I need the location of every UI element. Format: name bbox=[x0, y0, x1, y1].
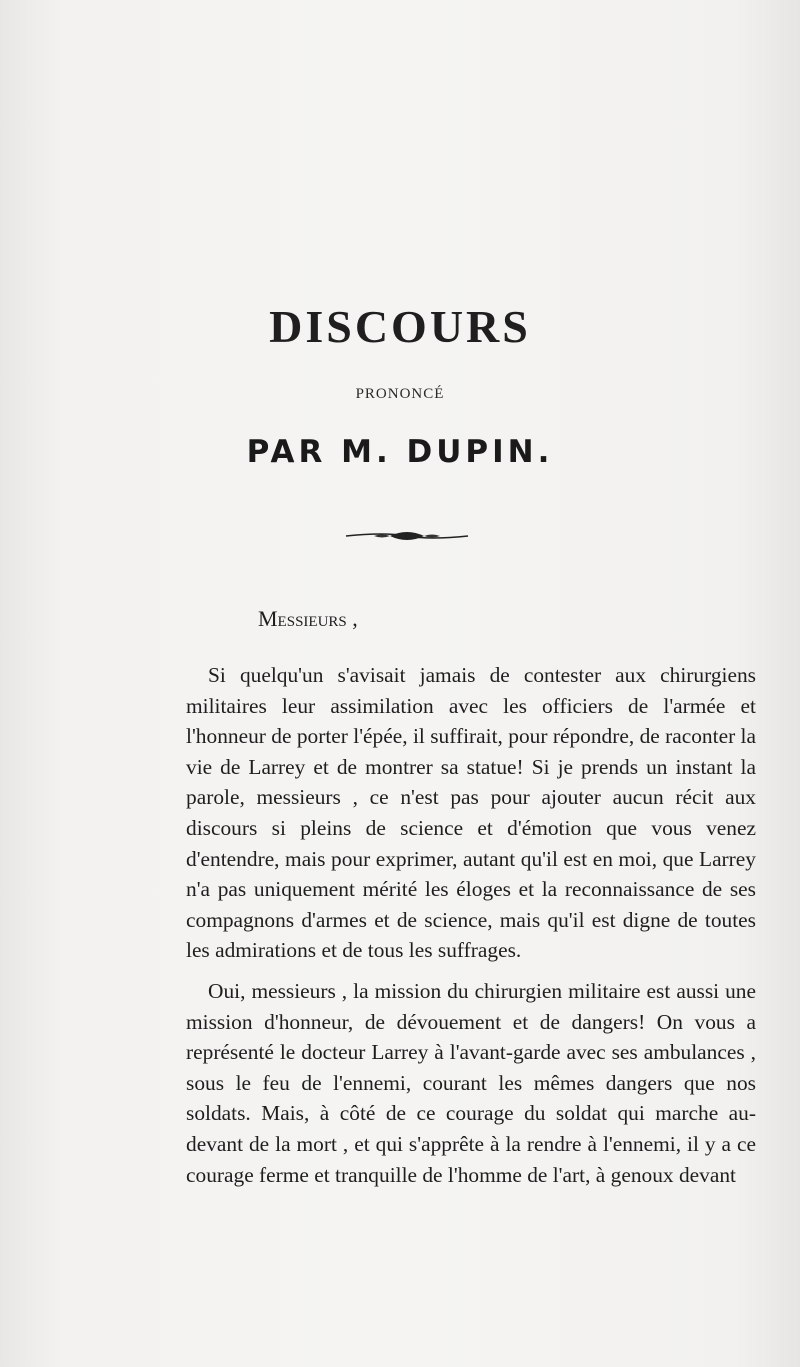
salutation: Messieurs , bbox=[258, 606, 358, 631]
document-subtitle: PRONONCÉ bbox=[355, 386, 445, 402]
paragraph-2: Oui, messieurs , la mission du chirurgien militaire est aussi une mission d'honneur, de dévouement et de dangers! On vous a représenté le docteur Larrey à l'avant-garde avec ses ambulances , sous le feu de l'ennemi, courant les mêmes dangers que nos soldats. Mais, à côté de ce courage du soldat qui marche au-devant de la mort , et qui s'apprête à la rendre à l'ennemi, il y a ce courage ferme et tranquille de l'homme de l'art, à genoux devant bbox=[186, 978, 756, 1187]
document-title: DISCOURS bbox=[269, 301, 531, 352]
ornament-divider bbox=[344, 526, 470, 546]
paragraph-1: Si quelqu'un s'avisait jamais de contester aux chirurgiens militaires leur assimilation avec les officiers de l'armée et l'honneur de porter l'épée, il suffirait, pour répondre, de raconter la vie de Larrey et de montrer sa statue! Si je prends un instant la parole, messieurs , ce n'est pas pour ajouter aucun récit aux discours si pleins de science et d'émotion que vous venez d'entendre, mais pour exprimer, autant qu'il est en moi, que Larrey n'a pas uniquement mérité les éloges et la reconnaissance de ses compagnons d'armes et de science, mais qu'il est digne de toutes les admirations et de tous les suffrages. bbox=[186, 663, 756, 963]
document-author: PAR M. DUPIN. bbox=[246, 434, 554, 470]
body-text bbox=[186, 660, 756, 1190]
